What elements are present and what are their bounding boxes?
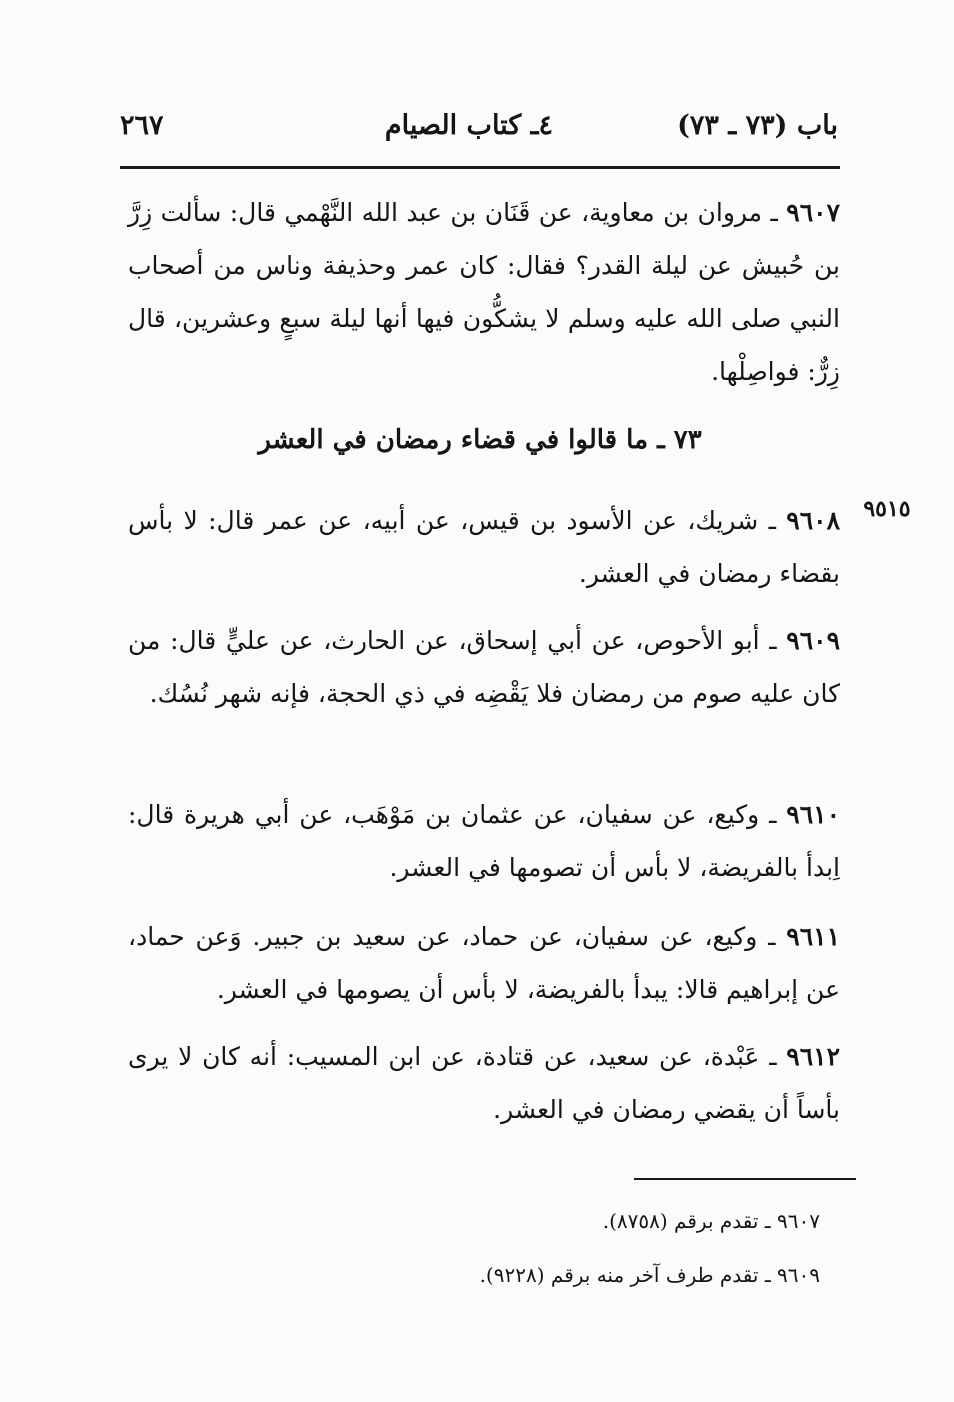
section-title: ٧٣ ـ ما قالوا في قضاء رمضان في العشر: [258, 425, 702, 455]
hadith-number: ٩٦٠٨: [786, 506, 840, 535]
margin-reference-number: ٩٥١٥: [863, 496, 911, 522]
page-number: ٢٦٧: [120, 110, 164, 141]
footnote-rule: [634, 1178, 856, 1180]
hadith-paragraph: [128, 1030, 840, 1136]
page-header: [120, 108, 838, 156]
book-title: ٤ـ كتاب الصيام: [384, 110, 553, 141]
header-rule: [120, 166, 840, 169]
hadith-number: ٩٦١٢: [786, 1042, 840, 1071]
hadith-text: ـ شريك، عن الأسود بن قيس، عن أبيه، عن عمر قال: لا بأس بقضاء رمضان في العشر.: [128, 506, 840, 588]
hadith-text: ـ وكيع، عن سفيان، عن حماد، عن سعيد بن جبير. وَعن حماد، عن إبراهيم قالا: يبدأ بالفريضة، لا بأس أن يصومها في العشر.: [128, 922, 840, 1004]
hadith-text: ـ مروان بن معاوية، عن قَنَان بن عبد الله النَّهْمي قال: سألت زِرَّ بن حُبيش عن ليلة القدر؟ فقال: كان عمر وحذيفة وناس من أصحاب النبي صلى الله عليه وسلم لا يشكُّون فيها أنها ليلة سبعٍ وعشرين، قال زِرٌّ: فواصِلْها.: [128, 198, 840, 386]
hadith-paragraph: [128, 910, 840, 1016]
footnote: ٩٦٠٩ ـ تقدم طرف آخر منه برقم (٩٢٢٨).: [479, 1263, 820, 1287]
hadith-text: ـ عَبْدة، عن سعيد، عن قتادة، عن ابن المسيب: أنه كان لا يرى بأساً أن يقضي رمضان في العشر.: [128, 1042, 840, 1124]
hadith-text: ـ أبو الأحوص، عن أبي إسحاق، عن الحارث، عن عليٍّ قال: من كان عليه صوم من رمضان فلا يَقْضِه في ذي الحجة، فإنه شهر نُسُك.: [128, 626, 840, 708]
hadith-paragraph: [128, 788, 840, 894]
hadith-number: ٩٦١١: [786, 922, 840, 951]
hadith-paragraph: [128, 186, 840, 398]
hadith-number: ٩٦٠٩: [786, 626, 840, 655]
hadith-number: ٩٦٠٧: [786, 198, 840, 227]
hadith-paragraph: [128, 614, 840, 720]
hadith-text: ـ وكيع، عن سفيان، عن عثمان بن مَوْهَب، عن أبي هريرة قال: اِبدأ بالفريضة، لا بأس أن تصومها في العشر.: [128, 800, 840, 882]
chapter-heading: باب (٧٣ ـ ٧٣): [677, 110, 838, 141]
hadith-paragraph: [128, 494, 840, 600]
footnote: ٩٦٠٧ ـ تقدم برقم (٨٧٥٨).: [602, 1209, 820, 1233]
hadith-number: ٩٦١٠: [786, 800, 840, 829]
